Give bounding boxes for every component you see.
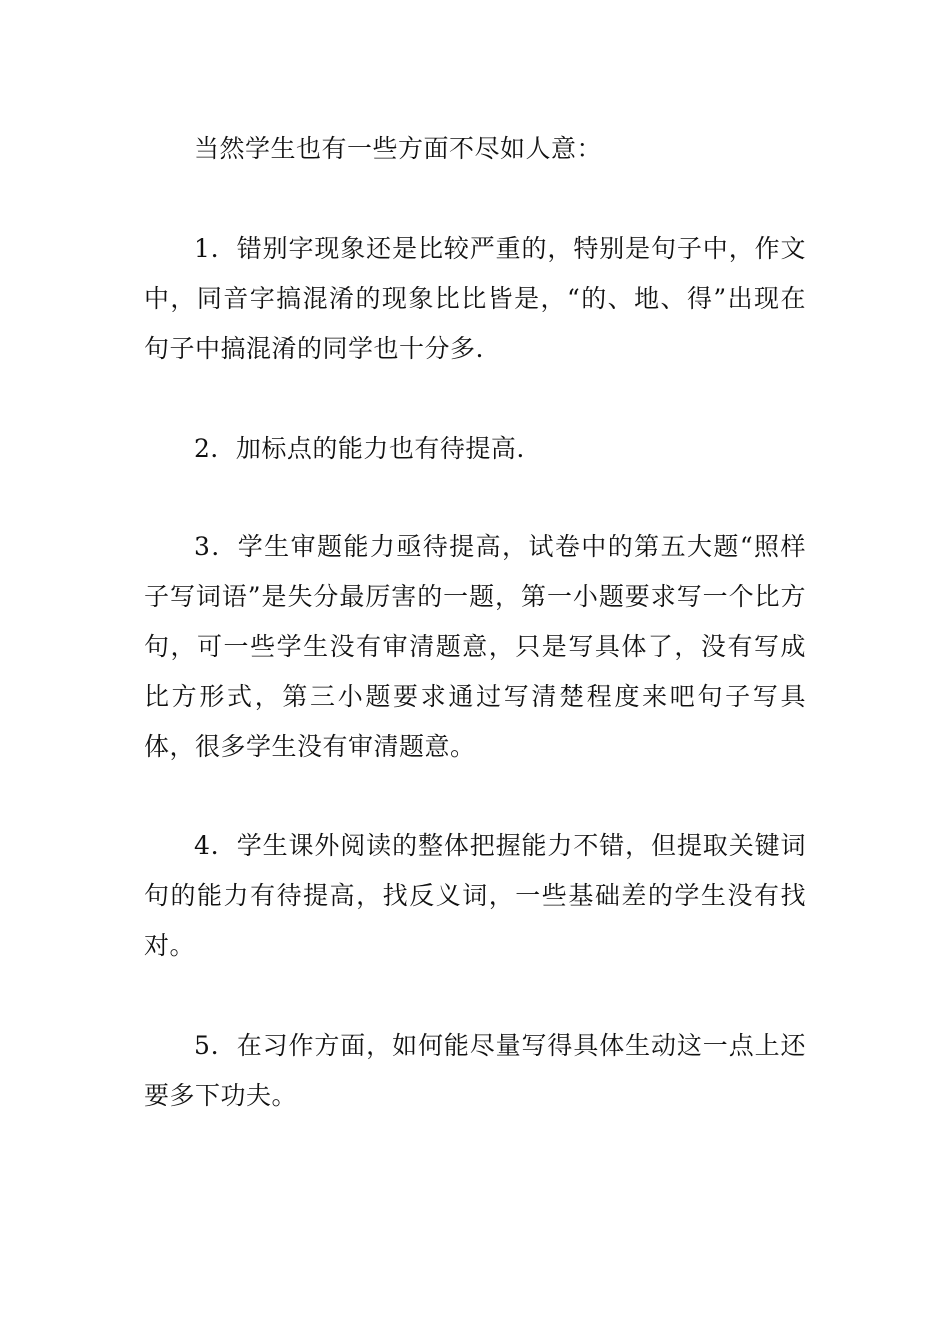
intro-paragraph: 当然学生也有一些方面不尽如人意： bbox=[194, 134, 603, 163]
list-item-2: 2．加标点的能力也有待提高. bbox=[194, 434, 525, 463]
list-item-3: 3．学生审题能力亟待提高，试卷中的第五大题“照样子写词语”是失分最厉害的一题，第一小题要求写一个比方句，可一些学生没有审清题意，只是写具体了，没有写成比方形式，第三小题要求通过写清楚程度来吧句子写具体，很多学生没有审清题意。 bbox=[144, 532, 806, 761]
list-item-1: 1．错别字现象还是比较严重的，特别是句子中，作文中，同音字搞混淆的现象比比皆是，“的、地、得”出现在句子中搞混淆的同学也十分多. bbox=[144, 234, 806, 363]
list-item-5: 5．在习作方面，如何能尽量写得具体生动这一点上还要多下功夫。 bbox=[144, 1031, 806, 1110]
list-item-4: 4．学生课外阅读的整体把握能力不错，但提取关键词句的能力有待提高，找反义词，一些基础差的学生没有找对。 bbox=[144, 831, 806, 960]
